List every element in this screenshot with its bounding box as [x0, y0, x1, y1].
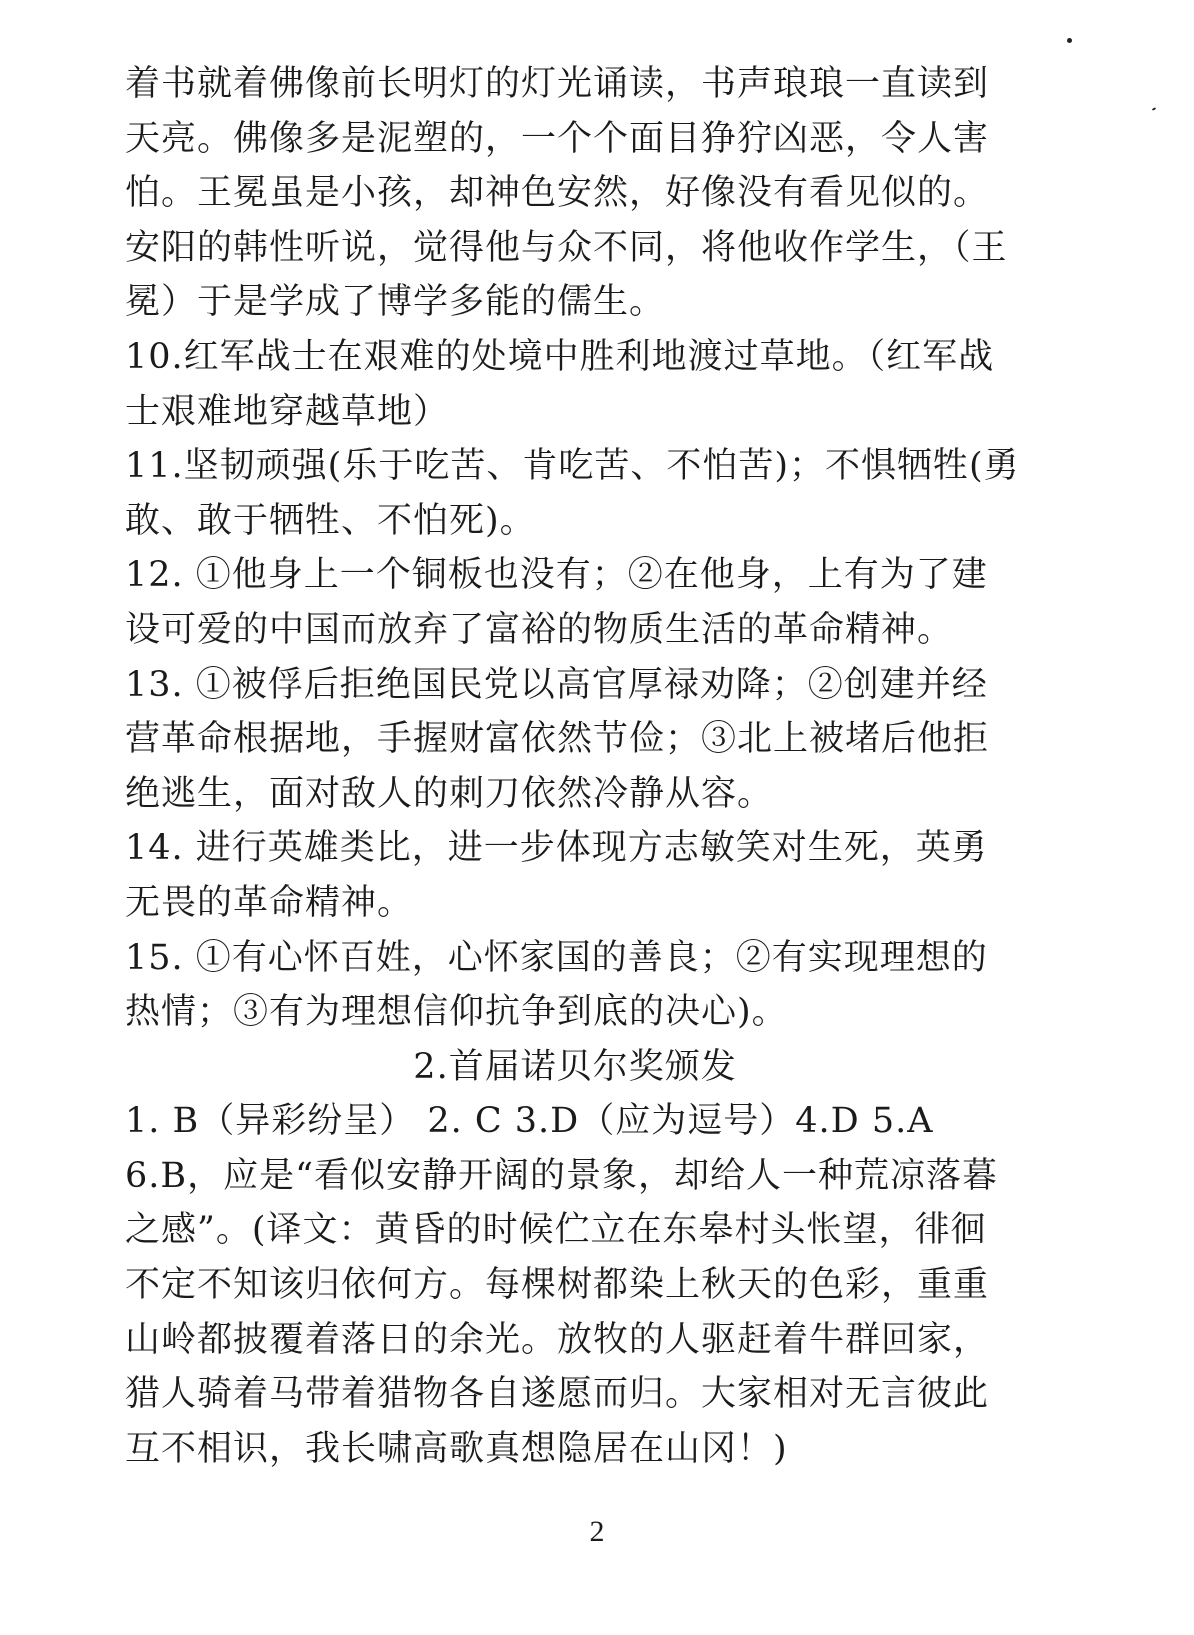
- scan-speck: [1067, 38, 1072, 43]
- text-line: 互不相识，我长啸高歌真想隐居在山冈！): [125, 1428, 788, 1469]
- text-line: 无畏的革命精神。: [125, 882, 414, 923]
- scan-speck: [1152, 107, 1156, 111]
- answer-6: 6.B，应是“看似安静开阔的景象，却给人一种荒凉落暮: [125, 1155, 999, 1196]
- text-line: 天亮。佛像多是泥塑的，一个个面目狰狞凶恶，令人害: [125, 118, 990, 159]
- answer-12: 12. ①他身上一个铜板也没有；②在他身，上有为了建: [125, 555, 988, 596]
- section-heading: 2.首届诺贝尔奖颁发: [413, 1046, 737, 1087]
- answer-14: 14. 进行英雄类比，进一步体现方志敏笑对生死，英勇: [125, 828, 988, 869]
- answer-text-body: [125, 57, 1025, 1476]
- text-line: 怕。王冕虽是小孩，却神色安然，好像没有看见似的。: [125, 173, 990, 214]
- text-line: 热情；③有为理想信仰抗争到底的决心)。: [125, 992, 788, 1033]
- text-line: 冕）于是学成了博学多能的儒生。: [125, 282, 666, 323]
- text-line: 安阳的韩性听说，觉得他与众不同，将他收作学生，（王: [125, 227, 1008, 268]
- text-line: 猎人骑着马带着猎物各自遂愿而归。大家相对无言彼此: [125, 1374, 990, 1415]
- text-line: 山岭都披覆着落日的余光。放牧的人驱赶着牛群回家，: [125, 1319, 990, 1360]
- text-line: 设可爱的中国而放弃了富裕的物质生活的革命精神。: [125, 609, 954, 650]
- text-line: 着书就着佛像前长明灯的灯光诵读，书声琅琅一直读到: [125, 64, 990, 104]
- text-line: 不定不知该归依何方。每棵树都染上秋天的色彩，重重: [125, 1265, 990, 1306]
- answer-1-5: 1. B（异彩纷呈） 2. C 3.D（应为逗号）4.D 5.A: [125, 1101, 934, 1142]
- text-line: 士艰难地穿越草地）: [125, 391, 450, 432]
- text-line: 之感”。(译文：黄昏的时候伫立在东皋村头怅望，徘徊: [125, 1210, 987, 1251]
- text-line: 绝逃生，面对敌人的刺刀依然冷静从容。: [125, 773, 774, 814]
- answer-11: 11.坚韧顽强(乐于吃苦、肯吃苦、不怕苦)；不惧牺牲(勇: [125, 446, 1020, 487]
- answer-15: 15. ①有心怀百姓，心怀家国的善良；②有实现理想的: [125, 937, 988, 978]
- answer-13: 13. ①被俘后拒绝国民党以高官厚禄劝降；②创建并经: [125, 664, 988, 705]
- text-line: 营革命根据地，手握财富依然节俭；③北上被堵后他拒: [125, 719, 990, 760]
- page-number: 2: [589, 1515, 605, 1548]
- text-line: 敢、敢于牺牲、不怕死)。: [125, 500, 536, 541]
- answer-10: 10.红军战士在艰难的处境中胜利地渡过草地。（红军战: [125, 336, 995, 377]
